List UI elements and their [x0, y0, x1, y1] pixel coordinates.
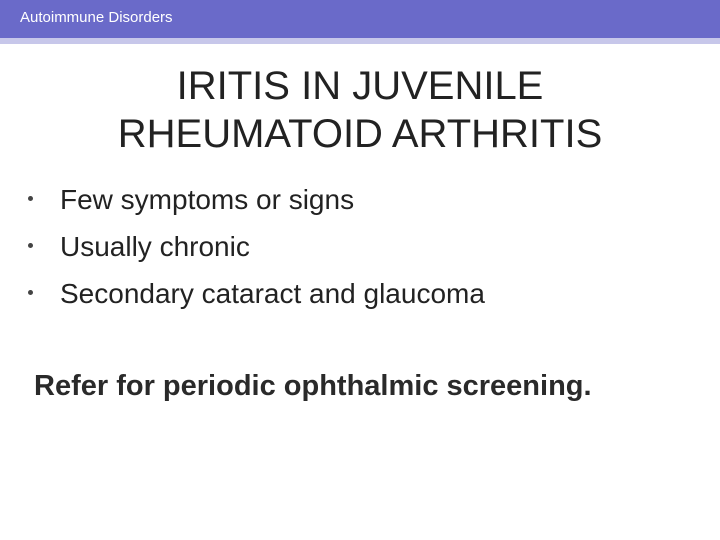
bullet-text: Usually chronic — [60, 231, 250, 262]
slide-title — [40, 62, 680, 158]
header-section-label: Autoimmune Disorders — [20, 9, 173, 26]
header-accent-strip — [0, 38, 720, 44]
slide-title-line-1: IRITIS IN JUVENILE — [176, 64, 544, 108]
bullet-text: Few symptoms or signs — [60, 184, 355, 215]
bullet-dot-icon — [28, 243, 33, 248]
header-bar — [0, 0, 720, 38]
bullet-dot-icon — [28, 196, 33, 201]
bullet-dot-icon — [28, 290, 33, 295]
bullet-text: Secondary cataract and glaucoma — [60, 278, 485, 309]
slide-title-line-2: RHEUMATOID ARTHRITIS — [117, 112, 603, 156]
recommendation-note: Refer for periodic ophthalmic screening. — [34, 370, 592, 402]
